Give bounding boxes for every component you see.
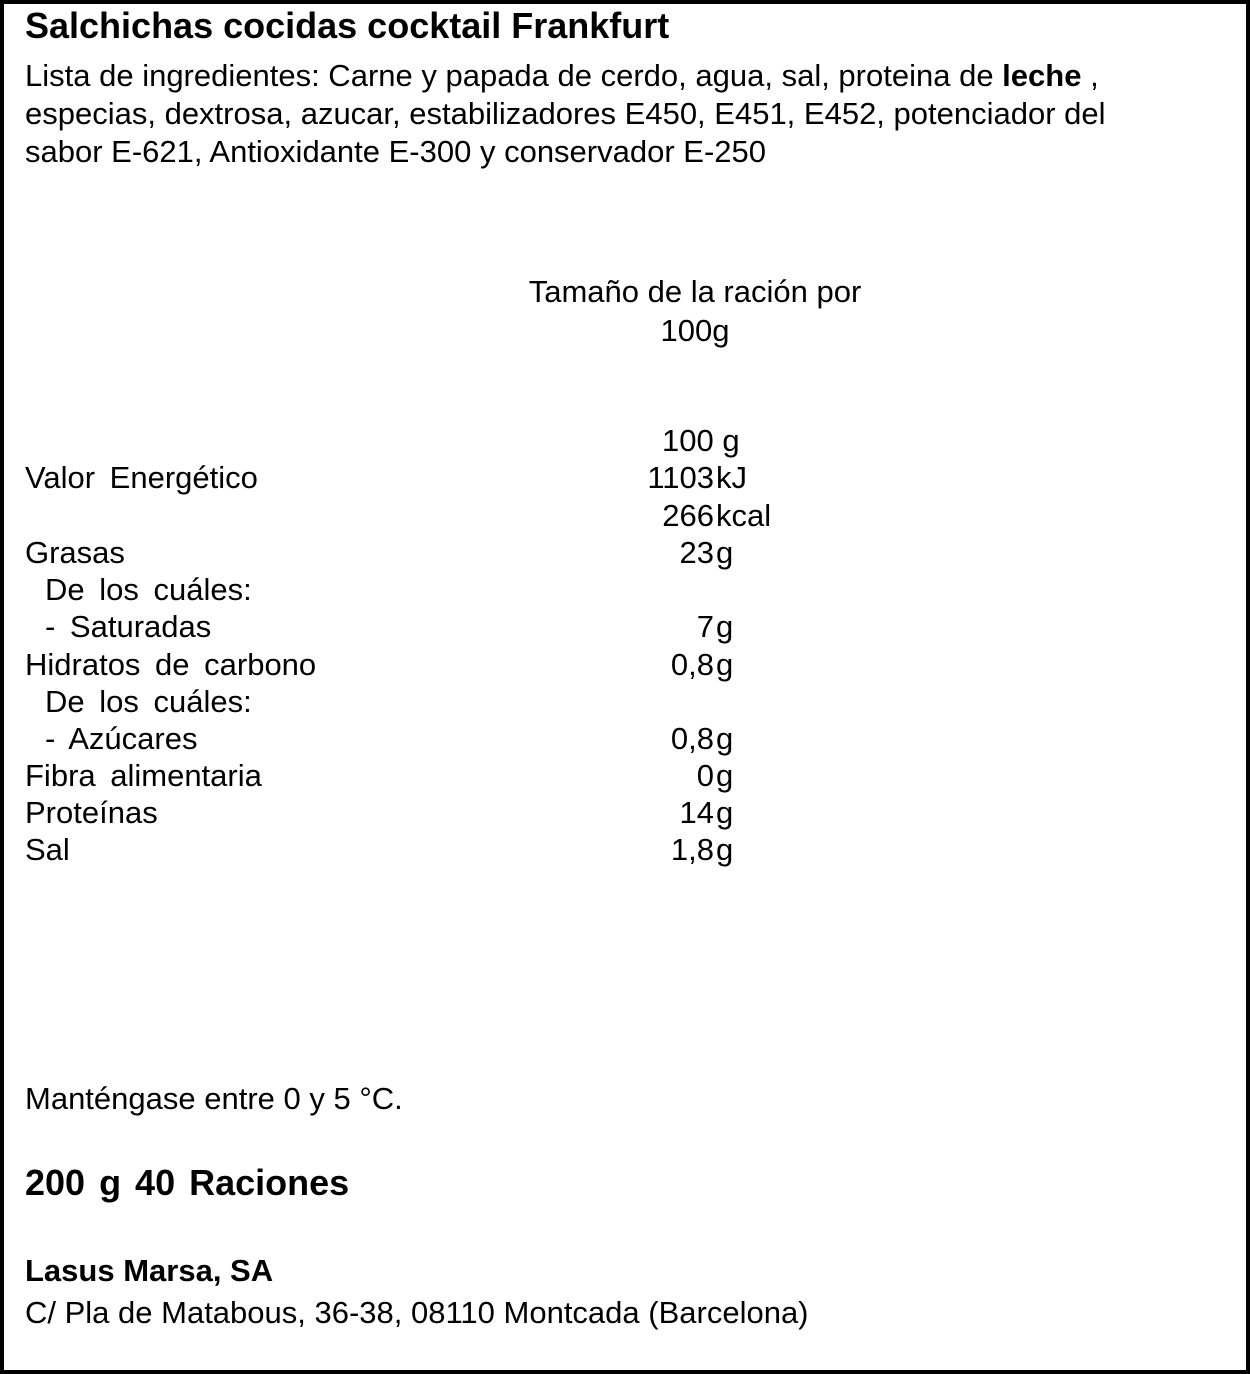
serving-label: Tamaño de la ración por bbox=[528, 274, 862, 309]
nutrient-value: 0 bbox=[696, 758, 714, 793]
nutrient-value: 7 bbox=[696, 609, 714, 644]
nutrient-unit: g bbox=[716, 721, 734, 756]
nutrient-label: - Azúcares bbox=[45, 721, 198, 756]
energy-kj-unit: kJ bbox=[716, 460, 747, 495]
ingredients-line-3: sabor E-621, Antioxidante E-300 y conservador E-250 bbox=[25, 134, 767, 169]
nutrient-value: 1,8 bbox=[670, 832, 714, 867]
nutrient-sublabel: De los cuáles: bbox=[45, 572, 252, 607]
net-content: 200 g 40 Raciones bbox=[25, 1162, 350, 1203]
nutrient-label: Fibra alimentaria bbox=[25, 758, 262, 793]
nutrient-value: 14 bbox=[679, 795, 714, 830]
product-title: Salchichas cocidas cocktail Frankfurt bbox=[25, 5, 670, 46]
nutrition-column-header: 100 g bbox=[662, 423, 740, 458]
energy-kcal-value: 266 bbox=[662, 498, 714, 533]
company-name: Lasus Marsa, SA bbox=[25, 1253, 274, 1288]
nutrient-unit: g bbox=[716, 758, 734, 793]
nutrient-unit: g bbox=[716, 535, 734, 570]
nutrient-unit: g bbox=[716, 795, 734, 830]
nutrient-value: 0,8 bbox=[670, 721, 714, 756]
energy-label: Valor Energético bbox=[25, 460, 258, 495]
nutrient-value: 0,8 bbox=[670, 647, 714, 682]
nutrient-label: Proteínas bbox=[25, 795, 158, 830]
nutrient-label: Grasas bbox=[25, 535, 125, 570]
energy-kj-value: 1103 bbox=[647, 460, 714, 495]
nutrient-unit: g bbox=[716, 832, 734, 867]
nutrient-unit: g bbox=[716, 647, 734, 682]
nutrient-label: Sal bbox=[25, 832, 70, 867]
serving-size: 100g bbox=[660, 313, 730, 348]
ingredients-line-1 bbox=[25, 57, 1099, 95]
storage-instructions: Manténgase entre 0 y 5 °C. bbox=[25, 1081, 403, 1116]
company-address: C/ Pla de Matabous, 36-38, 08110 Montcada (Barcelona) bbox=[25, 1295, 809, 1330]
ingredients-line-2: especias, dextrosa, azucar, estabilizadores E450, E451, E452, potenciador del bbox=[25, 96, 1106, 131]
nutrient-label: - Saturadas bbox=[45, 609, 212, 644]
nutrient-sublabel: De los cuáles: bbox=[45, 684, 252, 719]
allergen-milk: leche bbox=[1002, 58, 1082, 93]
nutrient-label: Hidratos de carbono bbox=[25, 647, 317, 682]
ingredients-prefix: Lista de ingredientes: Carne y papada de cerdo, agua, sal, proteina de bbox=[25, 58, 1003, 93]
nutrient-unit: g bbox=[716, 609, 734, 644]
energy-kcal-unit: kcal bbox=[716, 498, 772, 533]
ingredients-suffix: , bbox=[1081, 58, 1099, 93]
nutrient-value: 23 bbox=[679, 535, 714, 570]
